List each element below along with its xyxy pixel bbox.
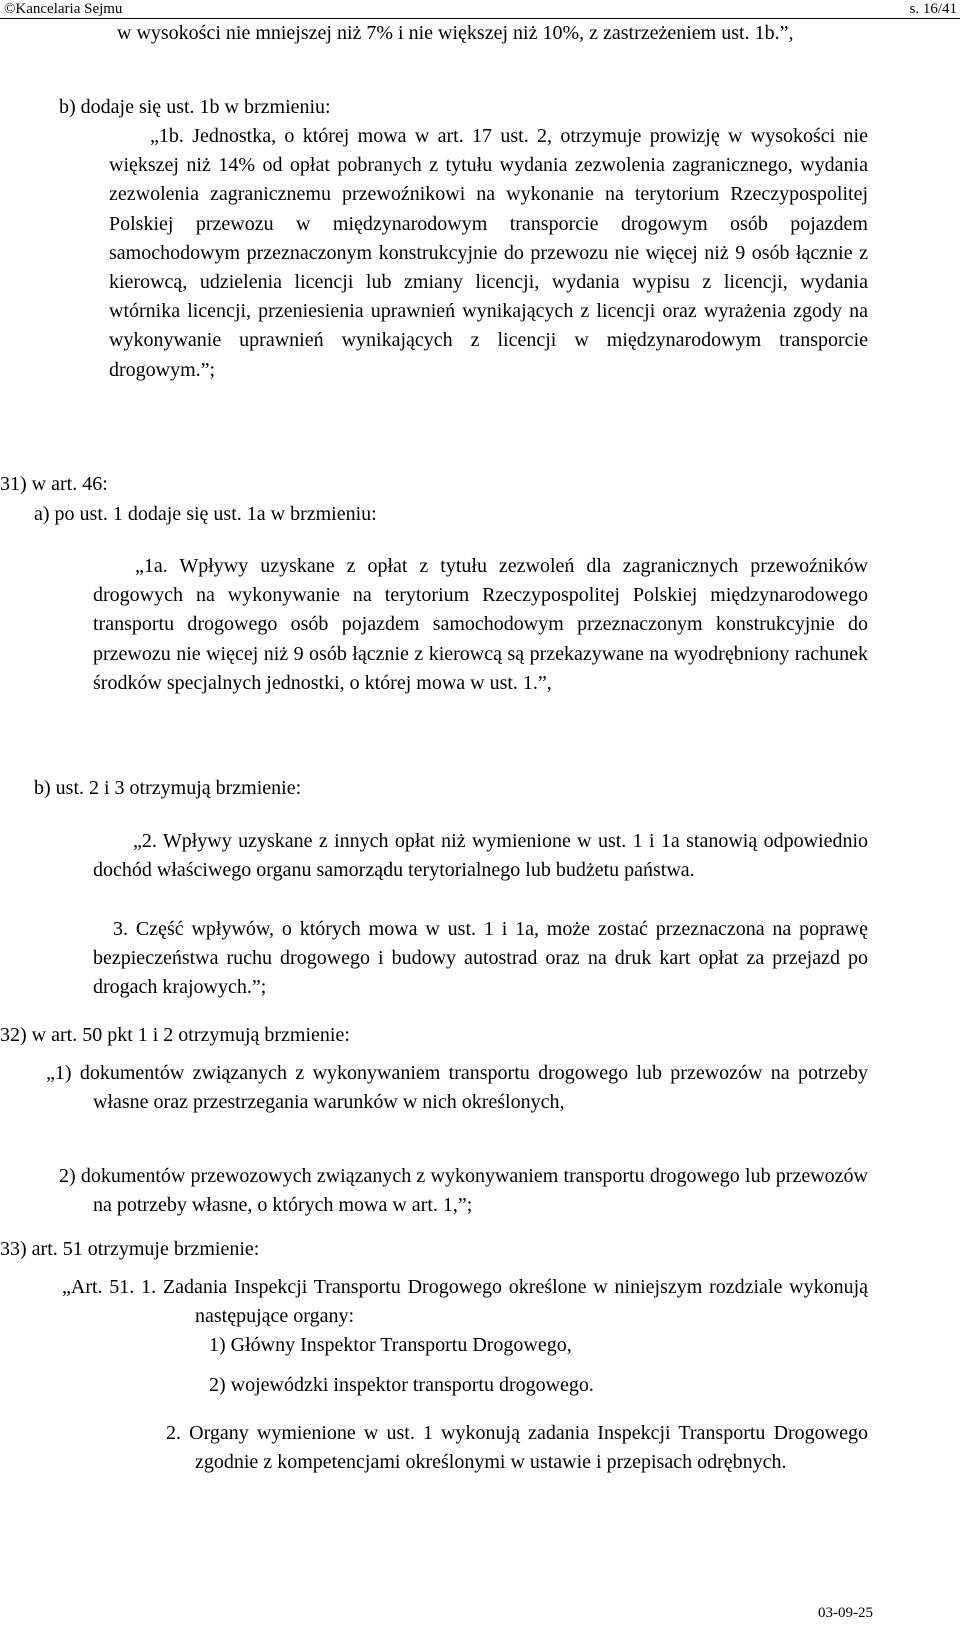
- header-source: ©Kancelaria Sejmu: [4, 1, 123, 17]
- amendment-b-ust: b) ust. 2 i 3 otrzymują brzmienie:: [34, 777, 302, 799]
- continuation-text: w wysokości nie mniejszej niż 7% i nie większej niż 10%, z zastrzeżeniem ust. 1b.”,: [117, 22, 794, 44]
- paragraph-1a: „1a. Wpływy uzyskane z opłat z tytułu zezwoleń dla zagranicznych przewoźników drogowych na wykonywanie na terytorium Rzeczypospolitej Polskiej międzynarodowego transportu drogowego osób pojazdem samochodowym przeznaczonym konstrukcyjnie do przewozu nie więcej niż 9 osób łącznie z kierowcą są przekazywane na wyodrębniony rachunek środków specjalnych jednostki, o której mowa w ust. 1.”,: [93, 555, 868, 694]
- organ-2: 2) wojewódzki inspektor transportu drogowego.: [209, 1374, 594, 1396]
- paragraph-1b: „1b. Jednostka, o której mowa w art. 17 ust. 2, otrzymuje prowizję w wysokości nie większej niż 14% od opłat pobranych z tytułu wydania zezwolenia zagranicznego, wydania zezwolenia zagranicznemu przewoźnikowi na wykonanie na terytorium Rzeczypospolitej Polskiej przewozu w międzynarodowym transporcie drogowym osób pojazdem samochodowym przeznaczonym konstrukcyjnie do przewozu nie więcej niż 9 osób łącznie z kierowcą, udzielenia licencji lub zmiany licencji, wydania wypisu z licencji, wydania wtórnika licencji, przeniesienia uprawnień wynikających z licencji oraz wyrażenia zgody na wykonywanie uprawnień wynikających z licencji w międzynarodowym transporcie drogowym.”;: [109, 125, 868, 381]
- organ-1: 1) Główny Inspektor Transportu Drogowego,: [209, 1334, 572, 1356]
- article-51-para-2: 2. Organy wymienione w ust. 1 wykonują zadania Inspekcji Transportu Drogowego zgodnie z kompetencjami określonymi w ustawie i przepisach odrębnych.: [166, 1422, 868, 1474]
- article-51-para-1: „Art. 51. 1. Zadania Inspekcji Transportu Drogowego określone w niniejszym rozdziale wykonują następujące organy:: [62, 1276, 868, 1328]
- footer-date: 03-09-25: [818, 1605, 873, 1621]
- point-1: „1) dokumentów związanych z wykonywaniem transportu drogowego lub przewozów na potrzeby własne oraz przestrzegania warunków w nich określonych,: [46, 1062, 868, 1114]
- item-31-heading: 31) w art. 46:: [0, 473, 108, 495]
- item-33-heading: 33) art. 51 otrzymuje brzmienie:: [0, 1238, 260, 1260]
- point-2: 2) dokumentów przewozowych związanych z wykonywaniem transportu drogowego lub przewozów na potrzeby własne, o których mowa w art. 1,”;: [59, 1165, 868, 1217]
- paragraph-2: „2. Wpływy uzyskane z innych opłat niż wymienione w ust. 1 i 1a stanowią odpowiednio dochód właściwego organu samorządu terytorialnego lub budżetu państwa.: [93, 830, 868, 882]
- amendment-a-add: a) po ust. 1 dodaje się ust. 1a w brzmieniu:: [34, 503, 377, 525]
- page-number: s. 16/41: [909, 1, 957, 17]
- paragraph-3: 3. Część wpływów, o których mowa w ust. 1 i 1a, może zostać przeznaczona na poprawę bezpieczeństwa ruchu drogowego i budowy autostrad oraz na druk kart opłat za przejazd po drogach krajowych.”;: [93, 918, 868, 999]
- amendment-b-add: b) dodaje się ust. 1b w brzmieniu:: [59, 96, 331, 118]
- item-32-heading: 32) w art. 50 pkt 1 i 2 otrzymują brzmienie:: [0, 1024, 350, 1046]
